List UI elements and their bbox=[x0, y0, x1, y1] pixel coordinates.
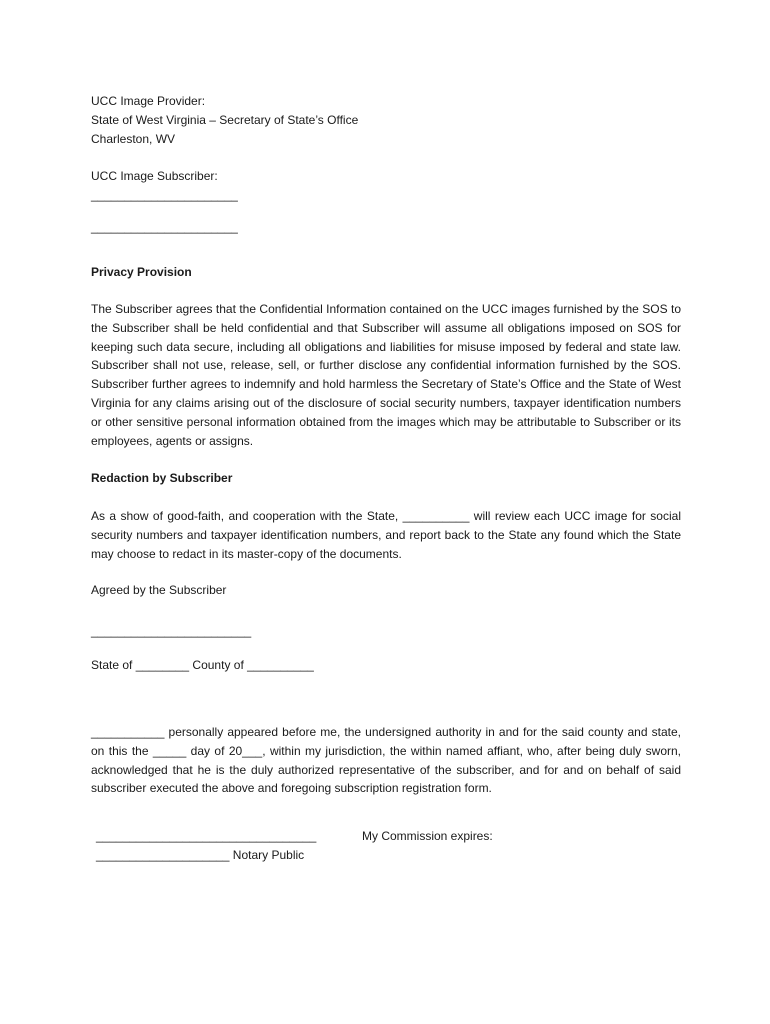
notary-public-line: ____________________ Notary Public bbox=[96, 848, 305, 862]
provider-heading: UCC Image Provider: bbox=[91, 94, 206, 108]
state-county-line: State of ________ County of __________ bbox=[91, 658, 314, 672]
notary-signature-blank: _________________________________ bbox=[96, 829, 317, 843]
privacy-title: Privacy Provision bbox=[91, 265, 192, 279]
agreement-label: Agreed by the Subscriber bbox=[91, 583, 227, 597]
redaction-body: As a show of good-faith, and cooperation with the State, __________ will review each UCC image for social security numbers and taxpayer identification numbers, and report back to the State any found which the State may choose to redact in its master-copy of the documents. bbox=[91, 509, 681, 561]
provider-city: Charleston, WV bbox=[91, 132, 176, 146]
subscriber-blank-2: ______________________ bbox=[91, 220, 238, 234]
commission-expires-label: My Commission expires: bbox=[362, 829, 493, 843]
affidavit-body: ___________ personally appeared before me, the undersigned authority in and for the said county and state, on this the _____ day of 20___, within my jurisdiction, the within named affiant, who, after being duly sworn, acknowledged that he is the duly authorized representative of the subscriber, and for and on behalf of said subscriber executed the above and foregoing subscription registration form. bbox=[91, 725, 681, 796]
subscriber-heading: UCC Image Subscriber: bbox=[91, 169, 218, 183]
privacy-body: The Subscriber agrees that the Confidential Information contained on the UCC images furnished by the SOS to the Subscriber shall be held confidential and that Subscriber will assume all obligations imposed on SOS for keeping such data secure, including all obligations and liabilities for misuse imposed by federal and state law. Subscriber shall not use, release, sell, or further disclose any confidential information furnished by the SOS. Subscriber further agrees to indemnify and hold harmless the Secretary of State’s Office and the State of West Virginia for any claims arising out of the disclosure of social security numbers, taxpayer identification numbers or other sensitive personal information obtained from the images which may be attributable to Subscriber or its employees, agents or assigns. bbox=[91, 302, 681, 448]
subscriber-signature-blank: ________________________ bbox=[91, 624, 252, 638]
redaction-title: Redaction by Subscriber bbox=[91, 471, 233, 485]
subscriber-blank-1: ______________________ bbox=[91, 188, 238, 202]
provider-name: State of West Virginia – Secretary of State’s Office bbox=[91, 113, 359, 127]
